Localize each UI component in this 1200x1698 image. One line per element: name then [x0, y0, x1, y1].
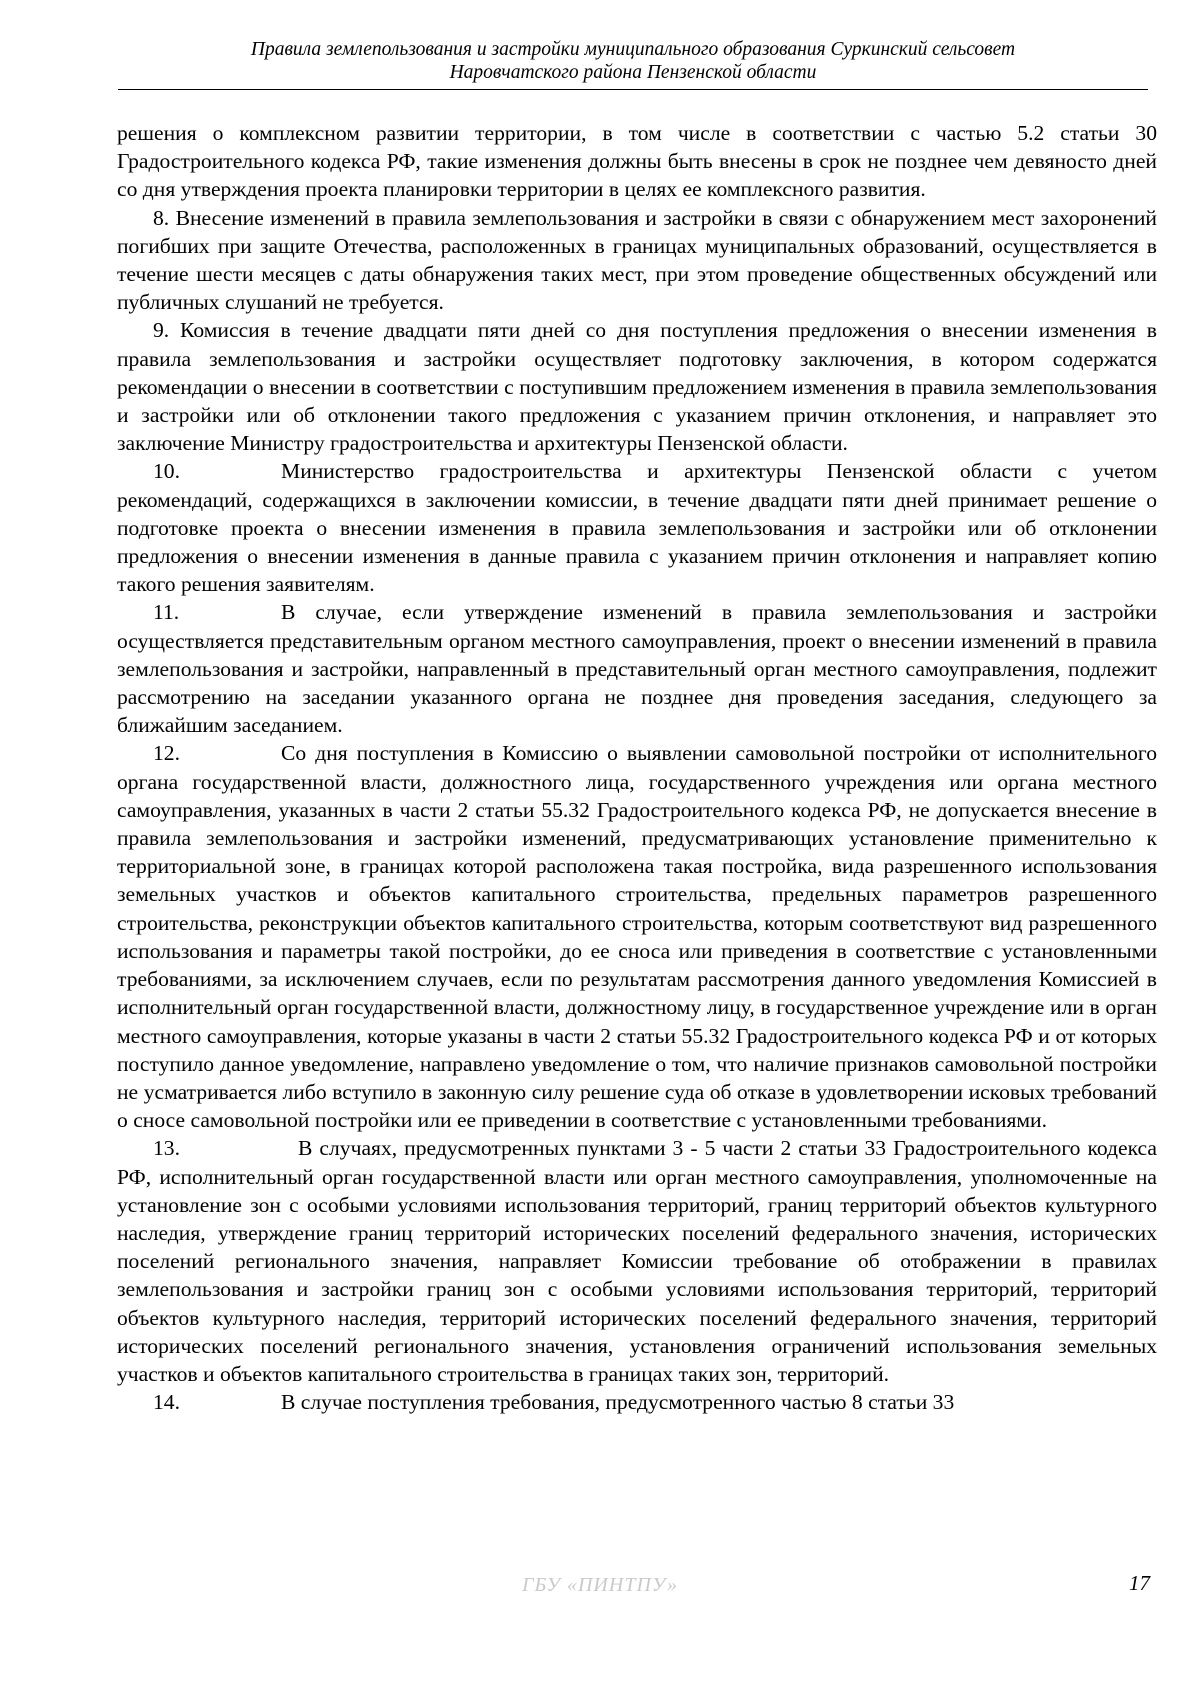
paragraph-8-text: Внесение изменений в правила землепользования и застройки в связи с обнаружением мест захоронений погибших при защите Отечества, расположенных в границах муниципальных образований, осуществляется в течение шести месяцев с даты обнаружения таких мест, при этом проведение общественных обсуждений или публичных слушаний не требуется. [117, 205, 1157, 315]
paragraph-9-number: 9. [153, 318, 170, 343]
paragraph-11-number: 11. [153, 600, 180, 625]
paragraph-10-text: Министерство градостроительства и архитектуры Пензенской области с учетом рекомендаций, содержащихся в заключении комиссии, в течение двадцати пяти дней принимает решение о подготовке проекта о внесении изменения в правила землепользования и застройки или об отклонении предложения о внесении изменения в данные правила с указанием причин отклонения и направляет копию такого решения заявителям. [117, 459, 1157, 597]
paragraph-10 [117, 457, 1157, 598]
page-header [118, 38, 1148, 84]
paragraph-12-number: 12. [153, 741, 180, 766]
paragraph-10-number: 10. [153, 459, 180, 484]
header-line-1: Правила землепользования и застройки муниципального образования Суркинский сельсовет [250, 39, 1016, 60]
paragraph-8-number: 8. [153, 205, 170, 230]
paragraph-14 [117, 1388, 1157, 1416]
paragraph-12-text: Со дня поступления в Комиссию о выявлении самовольной постройки от исполнительного органа государственной власти, должностного лица, государственного учреждения или органа местного самоуправления, указанных в части 2 статьи 55.32 Градостроительного кодекса РФ, не допускается внесение в правила землепользования и застройки изменений, предусматривающих установление применительно к территориальной зоне, в границах которой расположена такая постройка, вида разрешенного использования земельных участков и объектов капитального строительства, предельных параметров разрешенного строительства, реконструкции объектов капитального строительства, которым соответствуют вид разрешенного использования и параметры такой постройки, до ее сноса или приведения в соответствие с установленными требованиями, за исключением случаев, если по результатам рассмотрения данного уведомления Комиссией в исполнительный орган государственной власти, должностному лицу, в государственное учреждение или в орган местного самоуправления, которые указаны в части 2 статьи 55.32 Градостроительного кодекса РФ и от которых поступило данное уведомление, направлено уведомление о том, что наличие признаков самовольной постройки не усматривается либо вступило в законную силу решение суда об отказе в удовлетворении исковых требований о сносе самовольной постройки или ее приведении в соответствие с установленными требованиями. [117, 741, 1157, 1133]
paragraph-11-text: В случае, если утверждение изменений в правила землепользования и застройки осуществляется представительным органом местного самоуправления, проект о внесении изменений в правила землепользования и застройки, направленный в представительный орган местного самоуправления, подлежит рассмотрению на заседании указанного органа не позднее дня проведения заседания, следующего за ближайшим заседанием. [117, 600, 1157, 738]
header-line-2: Наровчатского района Пензенской области [449, 62, 817, 83]
paragraph-continuation: решения о комплексном развитии территории, в том числе в соответствии с частью 5.2 статьи 30 Градостроительного кодекса РФ, такие изменения должны быть внесены в срок не позднее чем девяносто дней со дня утверждения проекта планировки территории в целях ее комплексного развития. [117, 121, 1157, 202]
footer-organization: ГБУ «ПИНТПУ» [522, 1574, 678, 1596]
paragraph-11 [117, 598, 1157, 739]
paragraph-9 [117, 316, 1157, 457]
page-number: 17 [1129, 1571, 1150, 1595]
document-body [117, 119, 1157, 1416]
paragraph-13-text: В случаях, предусмотренных пунктами 3 - 5 части 2 статьи 33 Градостроительного кодекса РФ, исполнительный орган государственной власти или орган местного самоуправления, уполномоченные на установление зон с особыми условиями использования территорий, границ территорий объектов культурного наследия, утверждение границ территорий исторических поселений федерального значения, исторических поселений регионального значения, направляет Комиссии требование об отображении в правилах землепользования и застройки границ зон с особыми условиями использования территорий, территорий объектов культурного наследия, территорий исторических поселений федерального значения, территорий исторических поселений регионального значения, установления ограничений использования земельных участков и объектов капитального строительства в границах таких зон, территорий. [117, 1136, 1157, 1386]
paragraph-14-number: 14. [153, 1390, 180, 1415]
paragraph-9-text: Комиссия в течение двадцати пяти дней со дня поступления предложения о внесении изменения в правила землепользования и застройки осуществляет подготовку заключения, в котором содержатся рекомендации о внесении в соответствии с поступившим предложением изменения в правила землепользования и застройки или об отклонении такого предложения с указанием причин отклонения, и направляет это заключение Министру градостроительства и архитектуры Пензенской области. [117, 318, 1157, 456]
paragraph-14-text: В случае поступления требования, предусмотренного частью 8 статьи 33 [281, 1390, 955, 1415]
paragraph-12 [117, 739, 1157, 1134]
paragraph-8 [117, 204, 1157, 317]
paragraph-13 [117, 1134, 1157, 1388]
header-divider [118, 89, 1148, 90]
paragraph-13-number: 13. [153, 1136, 180, 1161]
